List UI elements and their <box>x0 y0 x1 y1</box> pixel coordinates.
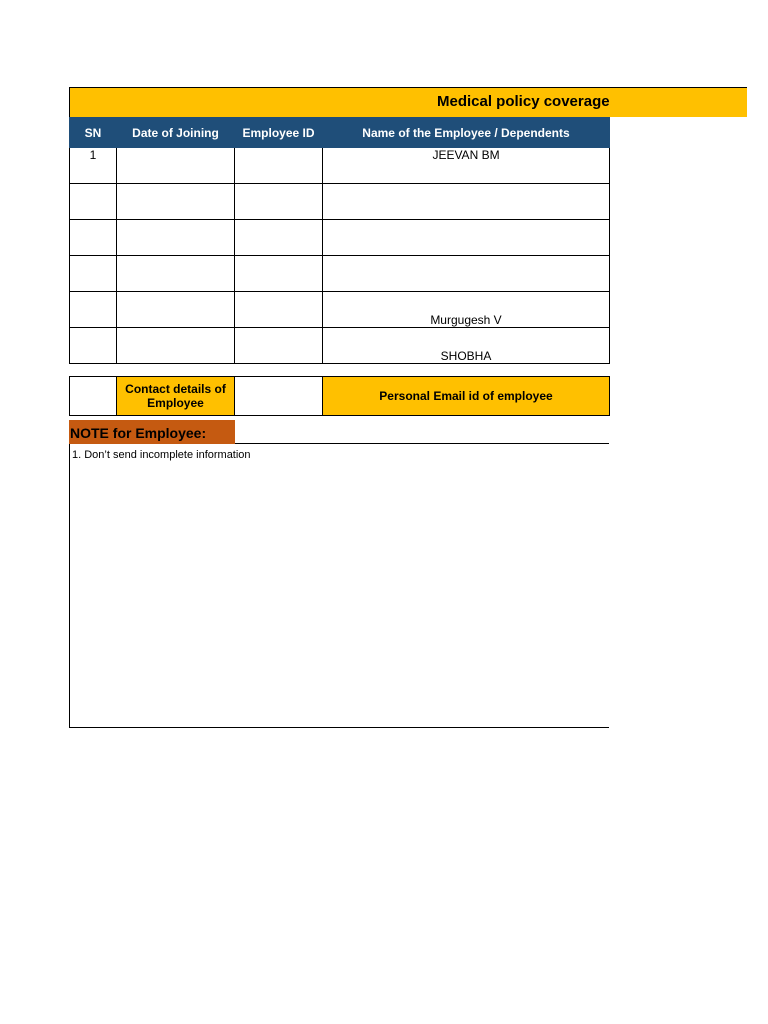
note-item: 1. Don’t send incomplete information <box>72 449 251 461</box>
cell-emp-id[interactable] <box>235 148 323 184</box>
cell-sn[interactable] <box>70 292 117 328</box>
column-header-name: Name of the Employee / Dependents <box>323 118 610 148</box>
cell-doj[interactable] <box>117 292 235 328</box>
cell-emp-id[interactable] <box>235 256 323 292</box>
table-row <box>70 328 610 364</box>
table-row <box>70 220 610 256</box>
document-title: Medical policy coverage <box>437 93 610 110</box>
contact-table <box>69 376 610 416</box>
cell-emp-id[interactable] <box>235 328 323 364</box>
contact-value-cell[interactable] <box>235 377 323 416</box>
cell-sn[interactable] <box>70 328 117 364</box>
cell-doj[interactable] <box>117 220 235 256</box>
cell-doj[interactable] <box>117 328 235 364</box>
cell-sn[interactable]: 1 <box>70 148 117 184</box>
table-row <box>70 256 610 292</box>
note-label: NOTE for Employee: <box>69 420 235 444</box>
cell-name[interactable] <box>323 256 610 292</box>
cell-name[interactable]: JEEVAN BM <box>323 148 610 184</box>
title-bar <box>69 87 747 117</box>
column-header-sn: SN <box>70 118 117 148</box>
contact-row <box>70 377 610 416</box>
cell-doj[interactable] <box>117 184 235 220</box>
cell-sn[interactable] <box>70 256 117 292</box>
cell-doj[interactable] <box>117 256 235 292</box>
cell-name[interactable]: Murgugesh V <box>323 292 610 328</box>
title-clip <box>70 88 611 116</box>
employee-table <box>69 117 610 364</box>
table-row <box>70 148 610 184</box>
column-header-employee-id: Employee ID <box>235 118 323 148</box>
column-header-date-of-joining: Date of Joining <box>117 118 235 148</box>
cell-name[interactable]: SHOBHA <box>323 328 610 364</box>
table-row <box>70 292 610 328</box>
cell-doj[interactable] <box>117 148 235 184</box>
personal-email-label: Personal Email id of employee <box>323 377 610 416</box>
cell-name[interactable] <box>323 220 610 256</box>
cell-emp-id[interactable] <box>235 292 323 328</box>
contact-blank-cell[interactable] <box>70 377 117 416</box>
table-row <box>70 184 610 220</box>
cell-name[interactable] <box>323 184 610 220</box>
cell-sn[interactable] <box>70 184 117 220</box>
cell-emp-id[interactable] <box>235 184 323 220</box>
cell-emp-id[interactable] <box>235 220 323 256</box>
cell-sn[interactable] <box>70 220 117 256</box>
note-body <box>69 444 609 728</box>
table-header-row <box>70 118 610 148</box>
contact-details-label: Contact details of Employee <box>117 377 235 416</box>
